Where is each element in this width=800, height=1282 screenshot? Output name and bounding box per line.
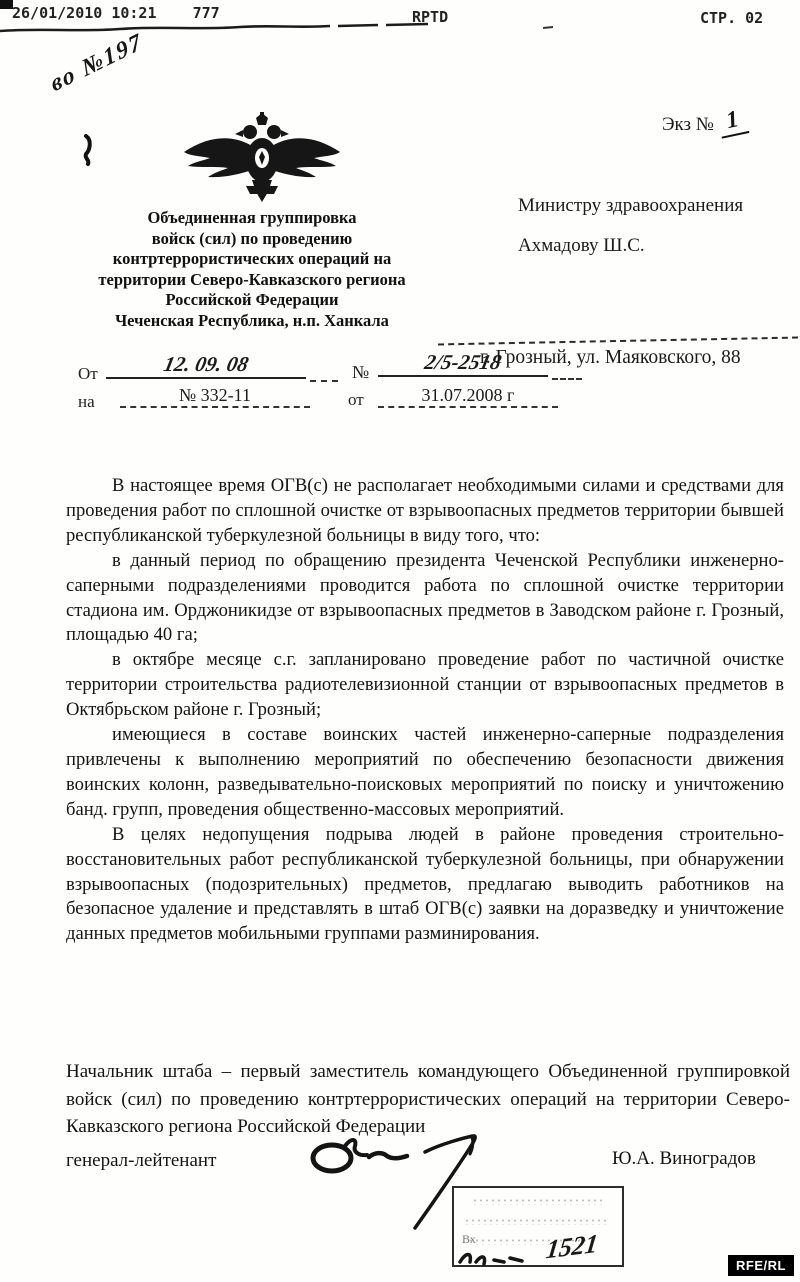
- letterhead-line: Объединенная группировка: [147, 208, 357, 227]
- ref-reply-date-field: 31.07.2008 г: [378, 385, 558, 408]
- ref-number-handwritten: 2/5-2518: [422, 350, 504, 374]
- letterhead-line: контртеррористических операций на: [112, 249, 392, 268]
- fax-page-number: СТР. 02: [700, 9, 764, 27]
- stamp-entry-label: Вх: [462, 1232, 476, 1246]
- body-paragraph: в данный период по обращению президента Чеченской Республики инженерно-саперными подразделениями проводится работа по сплошной очистке территории стадиона им. Орджоникидзе от взрывоопасных предметов в Заводском районе г. Грозный, площадью 40 га;: [66, 549, 784, 646]
- letter-body: [66, 474, 784, 947]
- letterhead-line: Российской Федерации: [165, 290, 339, 309]
- ref-reply-date-label: от: [348, 390, 364, 409]
- letterhead: [58, 208, 446, 331]
- body-paragraph: В целях недопущения подрыва людей в районе проведения строительно-восстановительных работ республиканской туберкулезной больницы, при обнаружении взрывоопасных (подозрительных) предметов, предлагаю выводить работников на безопасное удаление и представлять в штаб ОГВ(с) заявки на доразведку и уничтожение данных предметов мобильными группами разминирования.: [66, 823, 784, 945]
- body-paragraph: имеющиеся в составе воинских частей инженерно-саперные подразделения привлечены к выполнению мероприятий по обеспечению безопасности движения воинских колонн, разведывательно-поисковых мероприятий по поиску и уничтожению банд. групп, проведения общественно-массовых мероприятий.: [66, 724, 784, 820]
- copy-number-handwritten: 1: [716, 104, 749, 138]
- double-headed-eagle-emblem-icon: [180, 112, 345, 204]
- stamp-faded-text-line: [464, 1218, 609, 1225]
- fax-datetime: 26/01/2010 10:21 777: [12, 4, 220, 22]
- ref-from-date-handwritten: 12. 09. 08: [161, 352, 251, 376]
- handwritten-scribble-mark: [78, 130, 118, 170]
- body-paragraph: В настоящее время ОГВ(с) не располагает необходимыми силами и средствами для проведения работ по сплошной очистке от взрывоопасных предметов территории бывшей республиканской туберкулезной больницы в виду того, что:: [66, 475, 784, 546]
- letterhead-line: территории Северо-Кавказского региона: [98, 269, 406, 289]
- body-paragraph: в октябре месяце с.г. запланировано проведение работ по частичной очистке территории строительства радиотелевизионной станции от взрывоопасных предметов в Октябрьском районе г. Грозный;: [66, 649, 784, 721]
- signatory-name: Ю.А. Виноградов: [612, 1148, 756, 1169]
- ref-reply-label: на: [78, 392, 95, 411]
- stamp-handwritten-scribble: [456, 1246, 536, 1270]
- fax-number: 777: [192, 4, 220, 22]
- address-overline: [438, 337, 798, 346]
- ref-number-field: [378, 350, 548, 377]
- signatory-title: Начальник штаба – первый заместитель командующего Объединенной группировкой войск (сил) по проведению контртеррористических операций на территории Северо-Кавказского региона Российской Федерации: [66, 1061, 790, 1137]
- copy-number-block: [662, 106, 747, 139]
- handwritten-registration-note: во №197: [47, 28, 147, 98]
- copy-number-label: Экз №: [662, 114, 714, 135]
- ref-reply-number-field: № 332-11: [120, 385, 310, 408]
- ref-underline-dash: [552, 378, 582, 380]
- ref-from-label: От: [78, 364, 98, 383]
- incoming-registry-stamp: [452, 1186, 624, 1267]
- addressee-name: Ахмадову Ш.С.: [518, 235, 645, 256]
- letterhead-line: войск (сил) по проведению: [151, 228, 353, 248]
- signatory-rank: генерал-лейтенант: [66, 1150, 217, 1171]
- sender-address: г. Грозный, ул. Маяковского, 88: [480, 347, 741, 368]
- stamp-faded-text-line: [472, 1198, 602, 1205]
- stamp-entry-number-handwritten: 1521: [544, 1228, 600, 1265]
- addressee-title: Министру здравоохранения: [518, 195, 744, 216]
- fax-mode-label: RPTD: [412, 8, 449, 26]
- ref-underline-dash: [310, 380, 338, 382]
- letterhead-line: Чеченская Республика, н.п. Ханкала: [115, 310, 389, 330]
- addressee-block: [518, 186, 743, 266]
- ref-from-date-field: [106, 352, 306, 379]
- ref-number-label: №: [352, 362, 370, 382]
- fax-separator-line: [0, 18, 560, 40]
- rferl-watermark-badge: RFE/RL: [728, 1255, 794, 1276]
